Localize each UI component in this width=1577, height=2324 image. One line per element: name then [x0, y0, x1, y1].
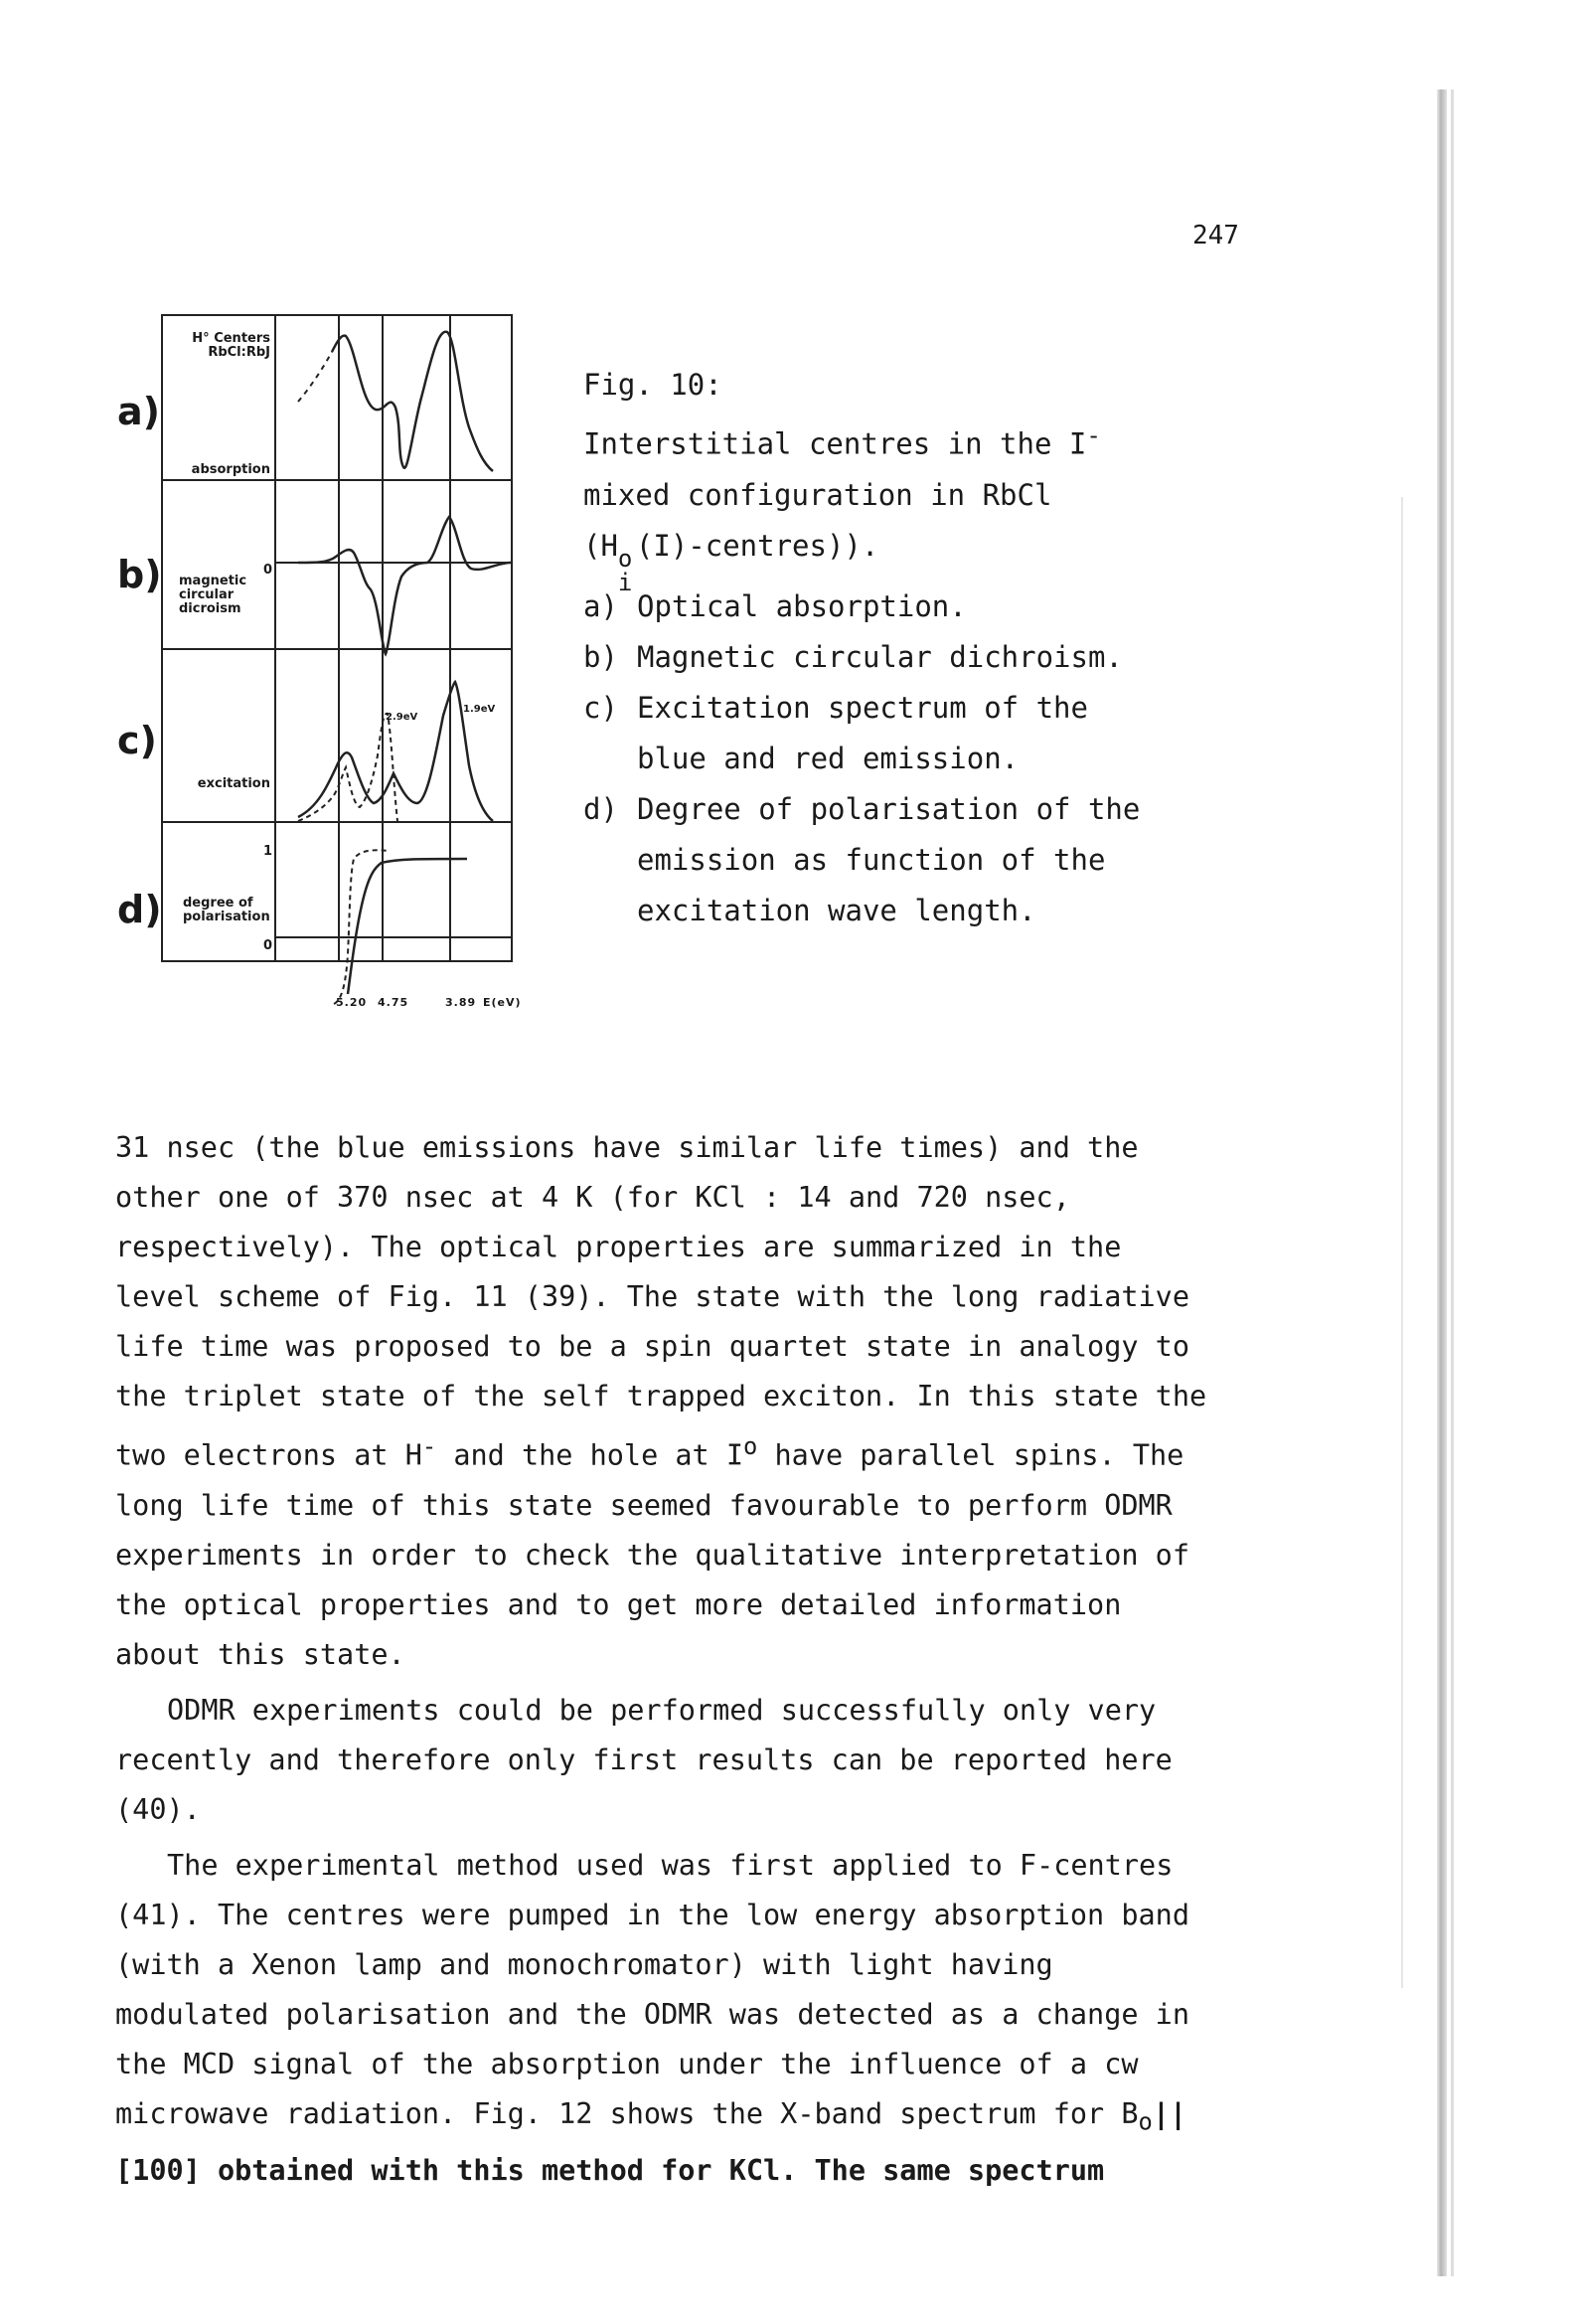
- panel-letter-d: d): [117, 888, 162, 931]
- caption-line-2: mixed configuration in RbCl: [583, 477, 1052, 512]
- caption-key-d: d): [583, 791, 618, 826]
- caption-list: [583, 581, 1193, 936]
- paragraph-2: ODMR experiments could be performed successfully only very recently and therefore only first results can be reported here (40).: [115, 1693, 1173, 1826]
- x-tick-475: 4.75: [378, 996, 409, 1009]
- caption-item-c: [583, 683, 1154, 784]
- peak-note-29ev: 2.9eV: [386, 712, 418, 723]
- caption-line-1: [583, 411, 1193, 470]
- panel-c-label: excitation: [197, 776, 270, 791]
- caption-h: (H: [583, 528, 618, 563]
- absorption-curve-dashed: [298, 352, 332, 402]
- panel-d-one: 1: [262, 844, 272, 859]
- label-degree-of: degree of: [183, 896, 253, 911]
- caption-h-sub: i: [617, 568, 633, 596]
- paragraph-1: [115, 1123, 1218, 1680]
- mcd-curve: [298, 517, 511, 654]
- caption-h-sup: o: [617, 544, 633, 573]
- paragraph-1-part-c: have parallel spins. The long life time of this state seemed favourable to perform ODMR experiments in order to check the qualitative interpretation of the optical properties and to get more detailed information about this state.: [115, 1438, 1189, 1671]
- body-text: [115, 1123, 1218, 2202]
- panel-a-quantity: absorption: [191, 462, 270, 477]
- polarisation-curve-dashed: [334, 850, 390, 1004]
- x-tick-389: 3.89: [445, 996, 477, 1009]
- caption-text-c: Excitation spectrum of the blue and red emission.: [637, 690, 1088, 775]
- x-axis-unit: E(eV): [483, 996, 522, 1009]
- superscript-minus: -: [421, 1432, 437, 1460]
- subscript-o: o: [1138, 2107, 1153, 2136]
- caption-text-b: Magnetic circular dichroism.: [637, 639, 1123, 674]
- label-h-centers: H° Centers: [192, 331, 270, 346]
- label-dicroism: dicroism: [179, 601, 241, 616]
- caption-item-a: [583, 581, 1193, 632]
- paragraph-3-part-b: || [100] obtained with this method for KCl. The same spectrum: [115, 2096, 1187, 2188]
- caption-key-a: a): [583, 588, 618, 623]
- paragraph-3-part-a: The experimental method used was first applied to F-centres (41). The centres were pumped in the low energy absorption band (with a Xenon lamp and monochromator) with light having modulated polarisation and the ODMR was detected as a change in the MCD signal of the absorption under the influence of a cw microwave radiation. Fig. 12 shows the X-band spectrum for B: [115, 1848, 1189, 2130]
- label-rbcl-rbj: RbCl:RbJ: [208, 345, 270, 360]
- caption-line-1-text: Interstitial centres in the I: [583, 426, 1087, 461]
- panel-d-zero: 0: [262, 938, 272, 953]
- label-circular: circular: [179, 587, 235, 602]
- paragraph-3: [115, 1841, 1218, 2197]
- panel-letter-a: a): [117, 390, 161, 433]
- caption-item-d: [583, 784, 1193, 936]
- caption-item-b: [583, 632, 1193, 683]
- caption-line-3: [583, 521, 1193, 596]
- panel-b-zero: 0: [262, 563, 272, 578]
- caption-superscript-minus: -: [1086, 421, 1101, 449]
- peak-note-19ev: 1.9eV: [463, 704, 496, 715]
- caption-key-b: b): [583, 639, 618, 674]
- superscript-zero: o: [743, 1432, 758, 1460]
- page-number: 247: [1192, 221, 1239, 250]
- panel-letter-b: b): [117, 553, 162, 596]
- x-tick-520: 5.20: [336, 996, 368, 1009]
- absorption-curve: [332, 332, 493, 471]
- panel-letter-c: c): [117, 719, 157, 762]
- polarisation-curve: [348, 859, 467, 994]
- figure-caption: [583, 360, 1193, 936]
- label-magnetic: magnetic: [179, 574, 247, 588]
- caption-key-c: c): [583, 690, 618, 725]
- caption-text-d: Degree of polarisation of the emission as function of the excitation wave length.: [637, 791, 1141, 927]
- paragraph-1-part-b: and the hole at I: [436, 1438, 744, 1472]
- paragraph-1-part-a: 31 nsec (the blue emissions have similar life times) and the other one of 370 nsec at 4 K (for KCl : 14 and 720 nsec, respectively). The optical properties are summarized in the level scheme of Fig. 11 (39). The state with the long radiative life time was proposed to be a spin quartet state in analogy to the triplet state of the self trapped exciton. In this state the two electrons at H: [115, 1131, 1207, 1472]
- caption-text-a: Optical absorption.: [637, 588, 967, 623]
- caption-title: Fig. 10:: [583, 368, 722, 402]
- label-polarisation: polarisation: [183, 910, 270, 924]
- caption-line-3-rest: (I)-centres)).: [635, 528, 879, 563]
